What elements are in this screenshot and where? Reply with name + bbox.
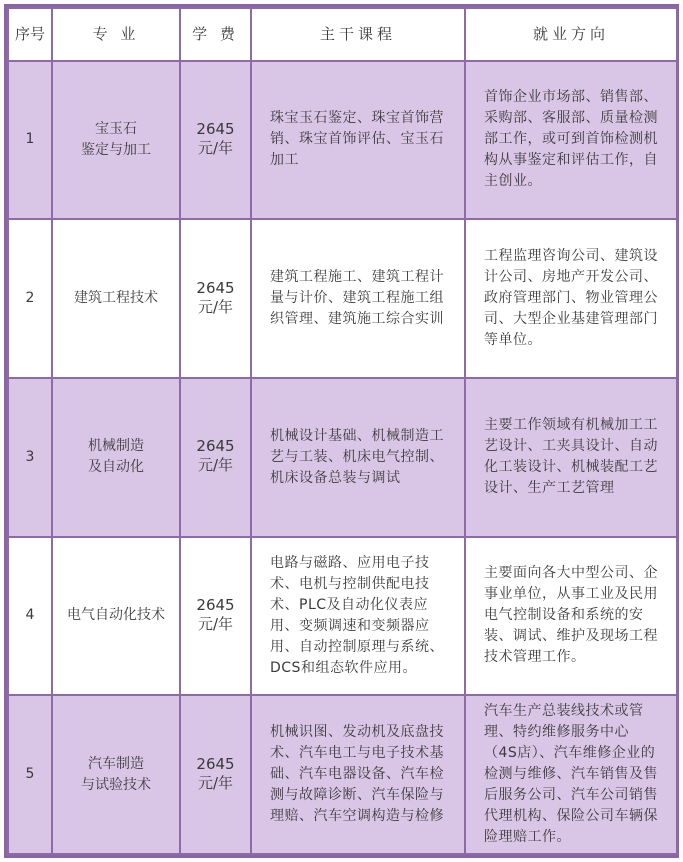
career-cell <box>465 61 677 220</box>
fee-cell <box>180 219 251 378</box>
row-number: 2 <box>8 219 52 378</box>
major-cell <box>52 537 180 696</box>
header-major: 专 业 <box>52 8 180 61</box>
tuition-fee: 2645 元/年 <box>196 595 235 633</box>
courses-cell <box>251 695 465 854</box>
header-career: 就业方向 <box>465 8 677 61</box>
row-number: 1 <box>8 61 52 220</box>
fee-cell <box>180 378 251 537</box>
fee-cell <box>180 61 251 220</box>
career-cell <box>465 378 677 537</box>
courses-cell <box>251 219 465 378</box>
career-direction: 首饰企业市场部、销售部、采购部、客服部、质量检测部工作，或可到首饰检测机构从事鉴定和评估工作，自主创业。 <box>484 89 658 190</box>
major-name: 建筑工程技术 <box>74 290 158 307</box>
table-row <box>8 695 677 854</box>
career-cell <box>465 695 677 854</box>
core-courses: 电路与磁路、应用电子技术、电机与控制供配电技术、PLC及自动化仪表应用、变频调速和变频器应用、自动控制原理与系统、DCS和组态软件应用。 <box>270 554 444 676</box>
header-row <box>8 8 677 61</box>
major-cell <box>52 378 180 537</box>
career-direction: 主要工作领域有机械加工工艺设计、工夹具设计、自动化工装设计、机械装配工艺设计、生产工艺管理 <box>484 417 658 497</box>
courses-cell <box>251 378 465 537</box>
tuition-fee: 2645 元/年 <box>196 754 235 792</box>
header-no: 序号 <box>8 8 52 61</box>
major-cell <box>52 61 180 220</box>
table-row <box>8 61 677 220</box>
tuition-fee: 2645 元/年 <box>196 119 235 157</box>
core-courses: 机械设计基础、机械制造工艺与工装、机床电气控制、机床设备总装与调试 <box>270 427 444 486</box>
career-direction: 工程监理咨询公司、建筑设计公司、房地产开发公司、政府管理部门、物业管理公司、大型企业基建管理部门等单位。 <box>484 248 658 349</box>
career-cell <box>465 219 677 378</box>
program-table <box>7 7 678 855</box>
courses-cell <box>251 537 465 696</box>
fee-cell <box>180 695 251 854</box>
table-row <box>8 219 677 378</box>
fee-cell <box>180 537 251 696</box>
tuition-fee: 2645 元/年 <box>196 278 235 316</box>
major-cell <box>52 219 180 378</box>
core-courses: 建筑工程施工、建筑工程计量与计价、建筑工程施工组织管理、建筑施工综合实训 <box>270 269 444 328</box>
core-courses: 珠宝玉石鉴定、珠宝首饰营销、珠宝首饰评估、宝玉石加工 <box>270 110 444 169</box>
program-table-frame <box>4 4 679 858</box>
tuition-fee: 2645 元/年 <box>196 437 235 475</box>
major-name: 机械制造 及自动化 <box>88 438 144 476</box>
table-row <box>8 537 677 696</box>
header-fee: 学 费 <box>180 8 251 61</box>
major-name: 汽车制造 与试验技术 <box>81 755 151 793</box>
major-cell <box>52 695 180 854</box>
row-number: 5 <box>8 695 52 854</box>
courses-cell <box>251 61 465 220</box>
row-number: 3 <box>8 378 52 537</box>
row-number: 4 <box>8 537 52 696</box>
career-direction: 主要面向各大中型公司、企事业单位，从事工业及民用电气控制设备和系统的安装、调试、维护及现场工程技术管理工作。 <box>484 565 658 666</box>
career-cell <box>465 537 677 696</box>
header-courses: 主干课程 <box>251 8 465 61</box>
major-name: 电气自动化技术 <box>67 607 165 624</box>
core-courses: 机械识图、发动机及底盘技术、汽车电工与电子技术基础、汽车电器设备、汽车检测与故障诊断、汽车保险与理赔、汽车空调构造与检修 <box>270 724 444 825</box>
career-direction: 汽车生产总装线技术或管理、特约维修服务中心（4S店）、汽车维修企业的检测与维修、汽车销售及售后服务公司、汽车公司销售代理机构、保险公司车辆保险理赔工作。 <box>484 703 658 846</box>
major-name: 宝玉石 鉴定与加工 <box>81 120 151 158</box>
table-row <box>8 378 677 537</box>
